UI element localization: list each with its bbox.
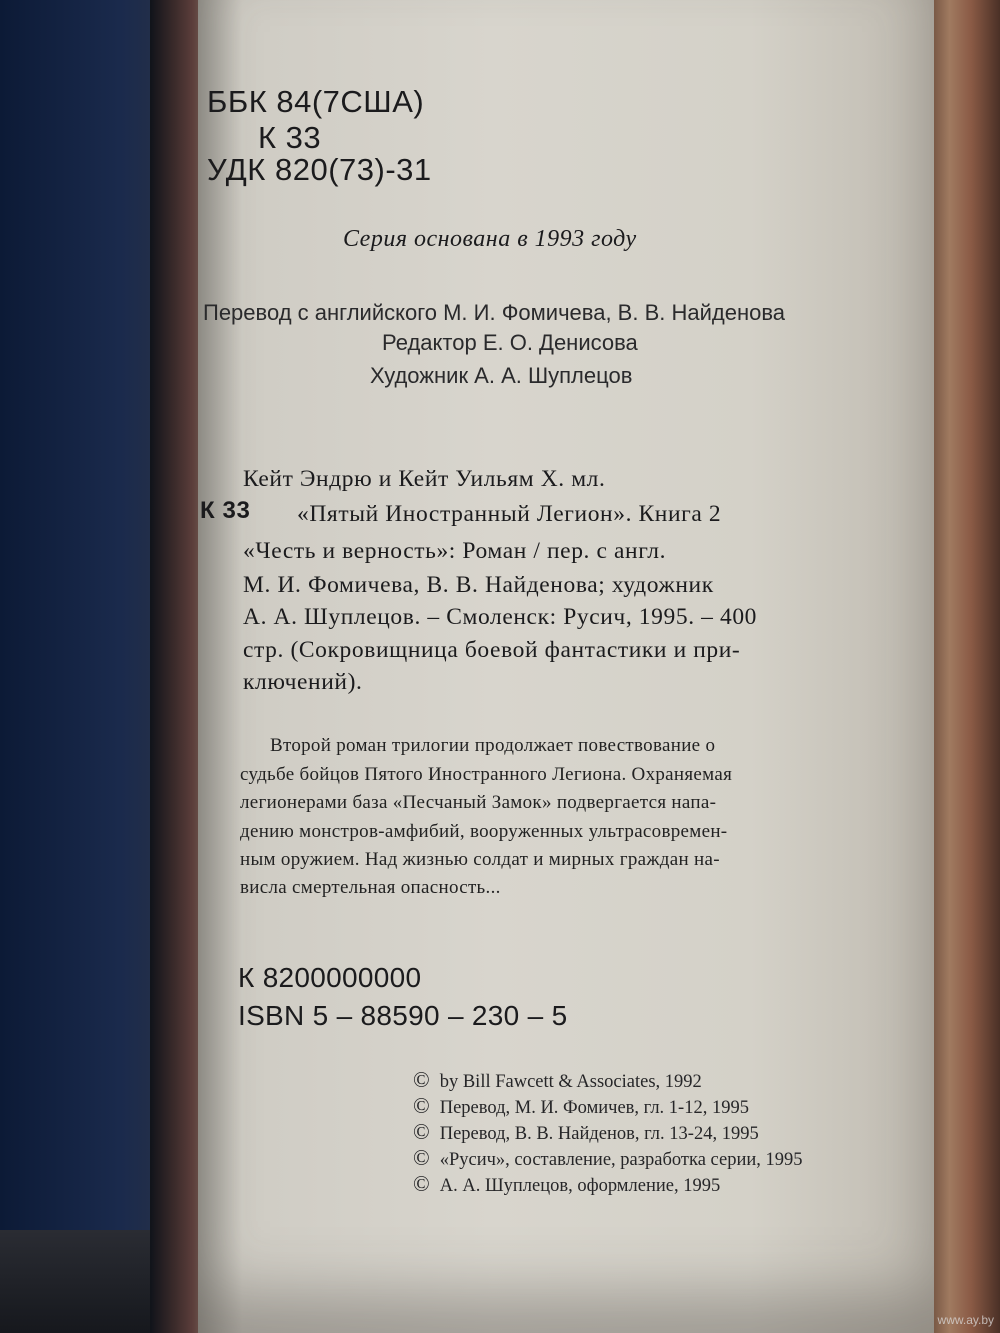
copyright-line: © «Русич», составление, разработка серии, 1995 [413, 1145, 803, 1170]
copyright-icon: © [413, 1067, 430, 1092]
copyright-line: © Перевод, М. И. Фомичев, гл. 1-12, 1995 [413, 1093, 749, 1118]
copyright-line: © by Bill Fawcett & Associates, 1992 [413, 1067, 702, 1092]
bib-line: А. А. Шуплецов. – Смоленск: Русич, 1995. – 400 [243, 604, 758, 630]
annotation-line: дению монстров-амфибий, вооруженных ультрасовремен- [240, 821, 728, 842]
bib-line: «Пятый Иностранный Легион». Книга 2 [297, 501, 722, 527]
editor-credit: Редактор Е. О. Денисова [382, 330, 638, 355]
book-cover-edge [928, 0, 1000, 1333]
copyright-icon: © [413, 1171, 430, 1196]
copyright-icon: © [413, 1145, 430, 1170]
series-note: Серия основана в 1993 году [343, 226, 637, 252]
isbn-number: ISBN 5 – 88590 – 230 – 5 [238, 1000, 568, 1031]
bib-line: «Честь и верность»: Роман / пер. с англ. [243, 538, 667, 564]
bib-line: М. И. Фомичева, В. В. Найденова; художник [243, 572, 714, 598]
annotation-line: Второй роман трилогии продолжает повествование о [270, 735, 716, 756]
annotation-line: ным оружием. Над жизнью солдат и мирных граждан на- [240, 849, 720, 870]
copyright-line: © Перевод, В. В. Найденов, гл. 13-24, 1995 [413, 1119, 759, 1144]
bib-authors: Кейт Эндрю и Кейт Уильям Х. мл. [243, 466, 606, 492]
annotation-line: судьбе бойцов Пятого Иностранного Легиона. Охраняемая [240, 764, 733, 785]
catalog-code: К 8200000000 [238, 962, 422, 993]
author-mark-code: К 33 [258, 120, 322, 155]
bib-line: стр. (Сокровищница боевой фантастики и при- [243, 637, 741, 663]
copyright-icon: © [413, 1119, 430, 1144]
udk-code: УДК 820(73)-31 [207, 152, 432, 187]
bbk-code: ББК 84(7США) [207, 84, 425, 119]
bib-line: ключений). [243, 669, 363, 695]
artist-credit: Художник А. А. Шуплецов [370, 363, 633, 388]
annotation-line: висла смертельная опасность... [240, 877, 501, 898]
annotation-line: легионерами база «Песчаный Замок» подвергается напа- [240, 792, 717, 813]
watermark: www.ay.by [937, 1313, 994, 1327]
copyright-line: © А. А. Шуплецов, оформление, 1995 [413, 1171, 721, 1196]
translation-credit: Перевод с английского М. И. Фомичева, В. В. Найденова [203, 300, 786, 325]
bib-mark: К 33 [200, 497, 251, 524]
copyright-icon: © [413, 1093, 430, 1118]
